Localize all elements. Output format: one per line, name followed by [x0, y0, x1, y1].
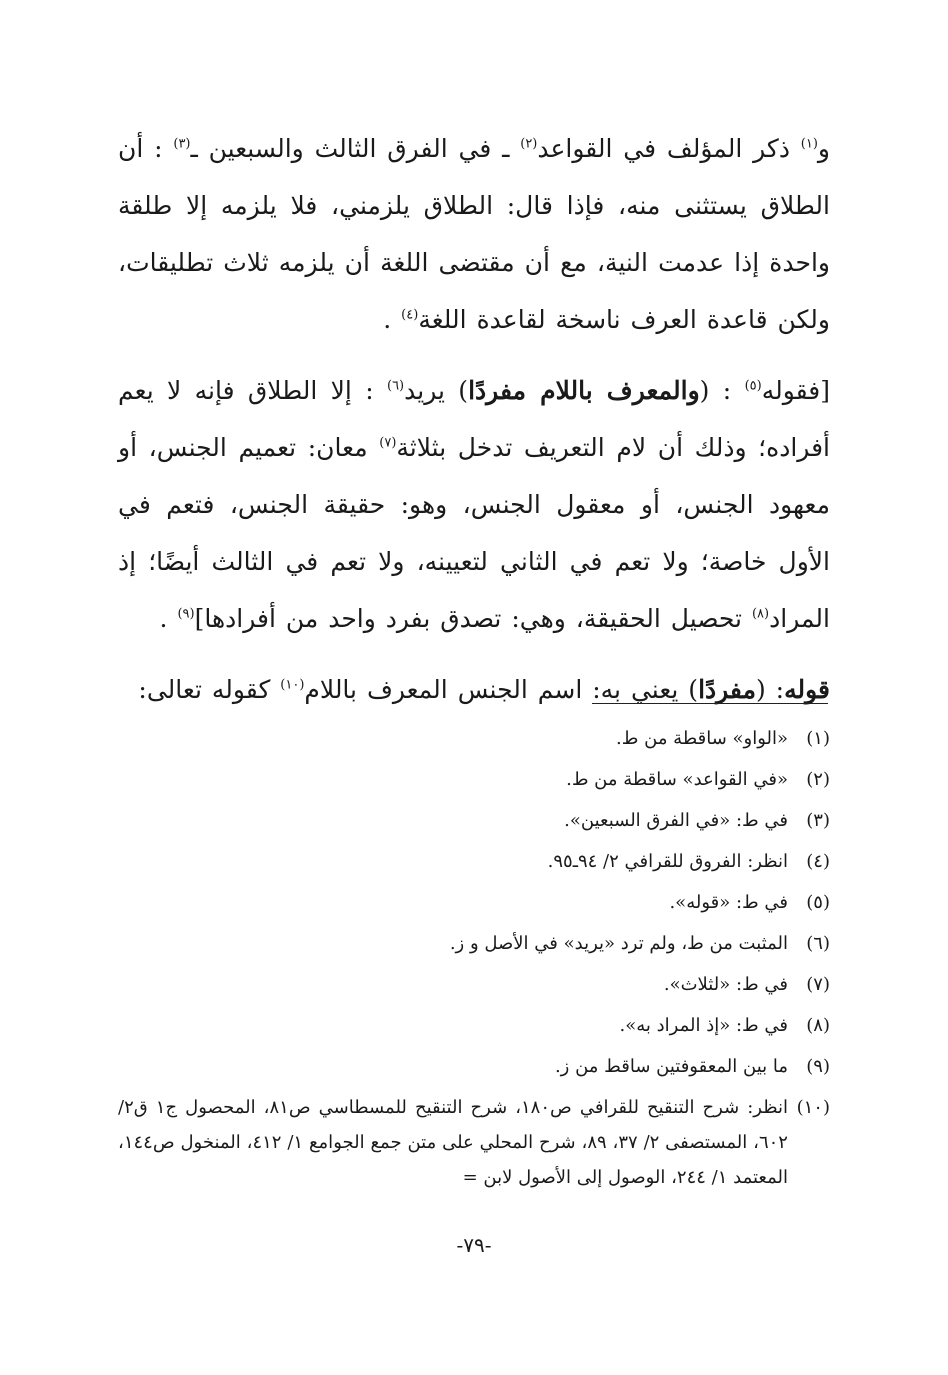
footnote-text: في ط: «لثلاث». — [663, 974, 788, 995]
footnote-text: في ط: «إذ المراد به». — [619, 1015, 788, 1036]
text-run: تحصيل الحقيقة، وهي: تصدق بفرد واحد من أفرادها] — [194, 604, 752, 633]
text-run: و — [817, 134, 830, 163]
text-run: كقوله تعالى: — [138, 675, 281, 704]
paragraph-2 — [118, 362, 830, 647]
footnote-number: (٩) — [806, 1056, 830, 1077]
text-run: : أن الطلاق يستثنى منه، فإذا قال: الطلاق يلزمني، فلا يلزمه إلا طلقة واحدة إذا عدمت النية، مع أن مقتضى اللغة أن يلزمه ثلاث تطليقات، ولكن قاعدة العرف ناسخة لقاعدة اللغة — [118, 134, 830, 334]
footnote-ref: (٥) — [744, 378, 762, 394]
text-run: . — [383, 305, 402, 334]
footnote-number: (٨) — [806, 1015, 830, 1036]
footnote — [118, 1005, 830, 1046]
paragraph-3 — [118, 661, 830, 718]
text-run: ـ في الفرق الثالث والسبعين ـ — [190, 134, 521, 163]
footnote-text: «الواو» ساقطة من ط. — [616, 728, 788, 749]
footnote — [118, 964, 830, 1005]
footnote — [118, 759, 830, 800]
footnote-text: في ط: «قوله». — [669, 892, 788, 913]
text-run: ) يعني به: اسم الجنس المعرف باللام — [304, 675, 699, 704]
text-run: ) يريد — [404, 376, 469, 405]
footnote-number: (١) — [806, 728, 830, 749]
footnote-ref: (٨) — [751, 606, 770, 622]
footnote — [118, 1046, 830, 1087]
footnote-ref: (١٠) — [280, 677, 305, 693]
footnote-text: في ط: «في الفرق السبعين». — [564, 810, 788, 831]
footnote-separator — [592, 703, 828, 704]
text-run: : ( — [755, 675, 785, 704]
footnote — [118, 923, 830, 964]
footnote-text: انظر: الفروق للقرافي ٢/ ٩٤ـ٩٥. — [547, 851, 788, 872]
footnote — [118, 841, 830, 882]
paragraph-1 — [118, 120, 830, 348]
footnote — [118, 882, 830, 923]
quoted-term: مفردًا — [698, 675, 756, 704]
footnote-number: (٤) — [806, 851, 830, 872]
quoted-term: والمعرف باللام مفردًا — [468, 376, 700, 405]
text-run: : إلا الطلاق فإنه لا يعم أفراده؛ وذلك أن لام التعريف تدخل بثلاثة — [118, 376, 830, 462]
footnote-text: ما بين المعقوفتين ساقط من ز. — [554, 1056, 788, 1077]
footnote-number: (٧) — [806, 974, 830, 995]
footnote-number: (٥) — [806, 892, 830, 913]
footnote-text: «في القواعد» ساقطة من ط. — [566, 769, 788, 790]
text-run: معان: تعميم الجنس، أو معهود الجنس، أو معقول الجنس، وهو: حقيقة الجنس، فتعم في الأول خاصة؛ ولا تعم في الثاني لتعيينه، ولا تعم في الثالث أيضًا؛ إذ المراد — [118, 433, 830, 633]
footnote-number: (٦) — [806, 933, 830, 954]
footnote-ref: (٦) — [386, 378, 405, 394]
footnote-number: (٢) — [806, 769, 830, 790]
footnote-ref: (٩) — [177, 606, 195, 622]
footnote-number: (٣) — [806, 810, 830, 831]
footnote-text: المثبت من ط، ولم ترد «يريد» في الأصل و ز. — [449, 933, 788, 954]
footnote — [118, 800, 830, 841]
text-run: : ( — [699, 376, 745, 405]
text-run: . — [159, 604, 178, 633]
footnote-ref: (٣) — [173, 136, 191, 152]
footnote — [118, 718, 830, 759]
footnote — [118, 1090, 830, 1195]
lemma-label: قوله — [784, 675, 830, 704]
footnote-number: (١٠) — [796, 1097, 830, 1118]
footnote-ref: (٢) — [520, 136, 538, 152]
footnote-ref: (١) — [800, 136, 818, 152]
footnotes — [118, 718, 830, 1195]
text-run: ذكر المؤلف في القواعد — [537, 134, 801, 163]
footnote-text: انظر: شرح التنقيح للقرافي ص١٨٠، شرح التنقيح للمسطاسي ص٨١، المحصول ج١ ق٢/ ٦٠٢، المستصفى ٢/ ٣٧، ٨٩، شرح المحلي على متن جمع الجوامع ١/ ٤١٢، المنخول ص١٤٤، المعتمد ١/ ٢٤٤، الوصول إلى الأصول لابن = — [118, 1097, 789, 1188]
main-text — [118, 120, 830, 718]
text-run: [فقوله — [761, 376, 830, 405]
footnote-ref: (٧) — [379, 435, 397, 451]
page-number: -٧٩- — [456, 1233, 492, 1257]
footnote-ref: (٤) — [401, 307, 419, 323]
